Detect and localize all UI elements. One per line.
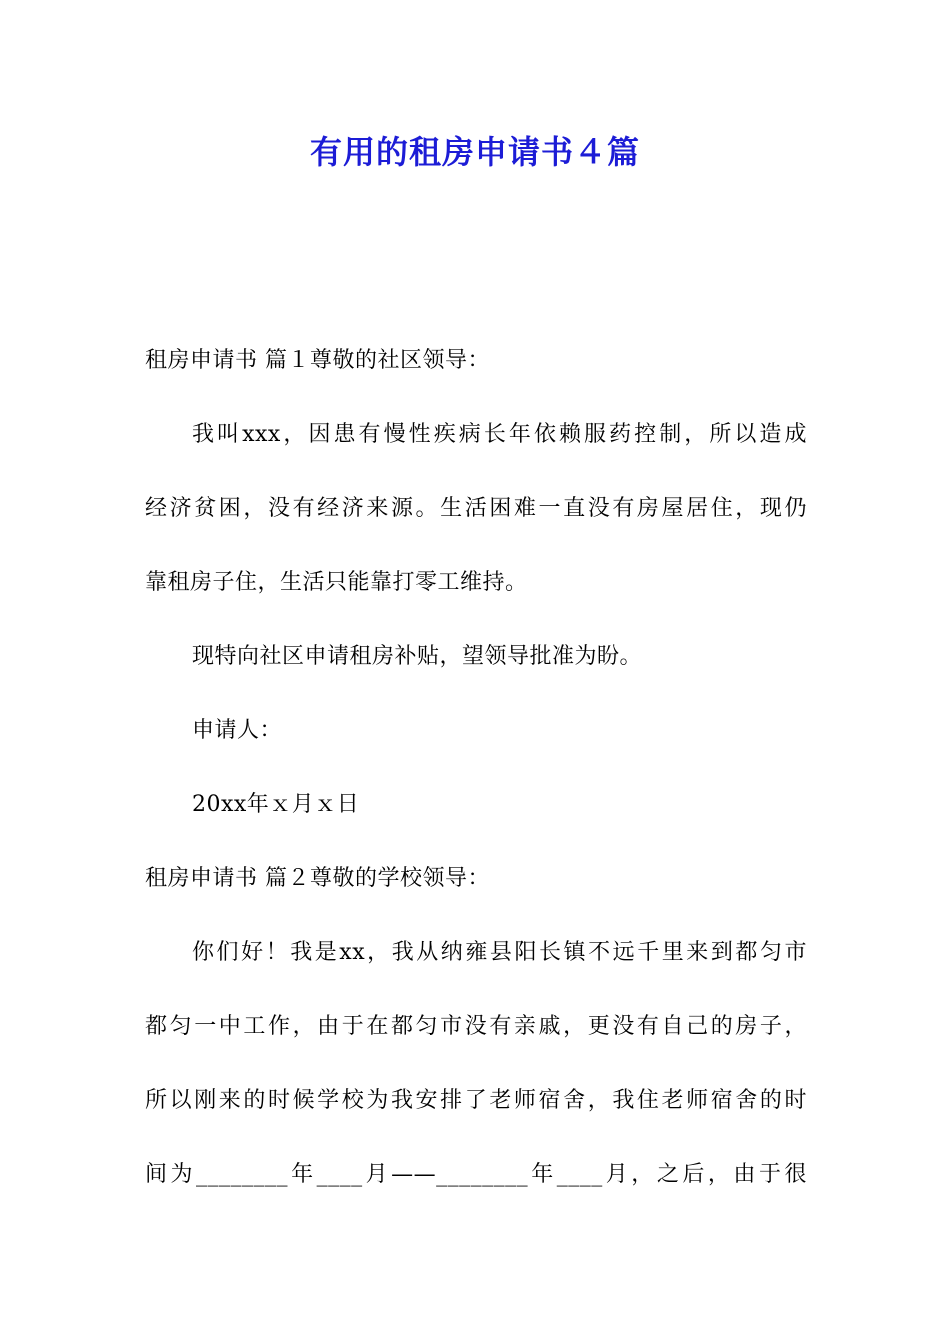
date-line: 20xx年ｘ月ｘ日: [192, 792, 360, 817]
paragraph-line: 所以刚来的时候学校为我安排了老师宿舍，我住老师宿舍的时: [145, 1088, 807, 1113]
section-heading-2: 租房申请书 篇２尊敬的学校领导：: [145, 866, 490, 891]
applicant-label: 申请人：: [192, 718, 283, 743]
section-heading-1: 租房申请书 篇１尊敬的社区领导：: [145, 348, 490, 373]
paragraph-line: 都匀一中工作，由于在都匀市没有亲戚，更没有自己的房子，: [145, 1014, 807, 1039]
paragraph-line: 你们好！我是xx，我从纳雍县阳长镇不远千里来到都匀市: [192, 940, 807, 965]
document-title: 有用的租房申请书４篇: [309, 133, 640, 171]
paragraph-line: 我叫xxx，因患有慢性疾病长年依赖服药控制，所以造成: [192, 422, 807, 447]
paragraph-line: 靠租房子住，生活只能靠打零工维持。: [145, 570, 528, 595]
paragraph-line: 间为________年____月——________年____月，之后，由于很: [145, 1162, 807, 1187]
paragraph-line: 现特向社区申请租房补贴，望领导批准为盼。: [192, 644, 643, 669]
paragraph-line: 经济贫困，没有经济来源。生活困难一直没有房屋居住，现仍: [145, 496, 807, 521]
